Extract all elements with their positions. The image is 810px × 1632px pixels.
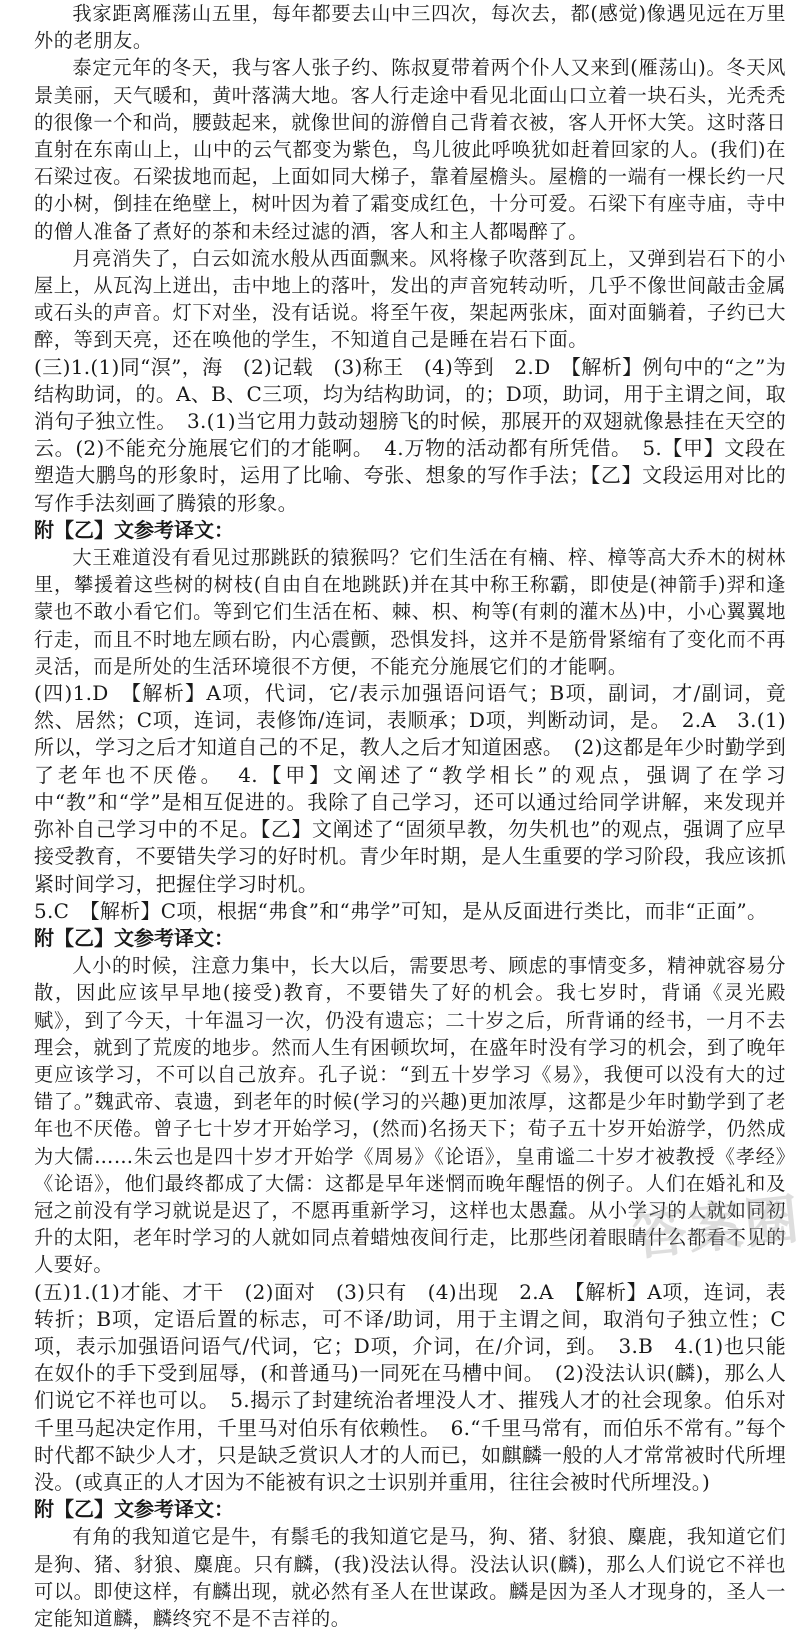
translation-paragraph: 大王难道没有看见过那跳跃的猿猴吗？它们生活在有楠、梓、樟等高大乔木的树林里，攀援着这些树的树枝(自由自在地跳跃)并在其中称王称霸，即使是(神箭手)羿和逢蒙也不敢小看它们。等到它们生活在柘、棘、枳、枸等(有刺的灌木丛)中，小心翼翼地行走，而且不时地左顾右盼，内心震颤，恐惧发抖，这并不是筋骨紧缩有了变化而不再灵活，而是所处的生活环境很不方便，不能充分施展它们的才能啊。: [34, 546, 786, 678]
translation-paragraph: 我家距离雁荡山五里，每年都要去山中三四次，每次去，都(感觉)像遇见远在万里外的老朋友。: [34, 2, 786, 53]
answer-paragraph: (三)1.(1)同“溟”，海 (2)记载 (3)称王 (4)等到 2.D 【解析】例句中的“之”为结构助词，的。A、B、C三项，均为结构助词，的；D项，助词，用于主谓之间，取消句子独立性。 3.(1)当它用力鼓动翅膀飞的时候，那展开的双翅就像悬挂在天空的云。(2)不能充分施展它们的才能啊。 4.万物的活动都有所凭借。 5.【甲】文段在塑造大鹏鸟的形象时，运用了比喻、夸张、想象的写作手法；【乙】文段运用对比的写作手法刻画了腾猿的形象。: [34, 354, 786, 515]
answer-paragraph: 5.C 【解析】C项，根据“弗食”和“弗学”可知，是从反面进行类比，而非“正面”。: [34, 898, 768, 923]
answer-paragraph: (五)1.(1)才能、才干 (2)面对 (3)只有 (4)出现 2.A 【解析】A项，连词，表转折；B项，定语后置的标志，可不译/助词，用于主谓之间，取消句子独立性；C项，表示加强语问语气/代词，它；D项，介词，在/介词，到。 3.B 4.(1)也只能在奴仆的手下受到屈辱，(和普通马)一同死在马槽中间。 (2)没法认识(麟)，那么人们说它不祥也可以。 5.揭示了封建统治者埋没人才、摧残人才的社会现象。伯乐对千里马起决定作用，千里马对伯乐有依赖性。 6.“千里马常有，而伯乐不常有。”每个时代都不缺少人才，只是缺乏赏识人才的人而已，如麒麟一般的人才常常被时代所埋没。(或真正的人才因为不能被有识之士识别并重用，往往会被时代所埋没。): [34, 1279, 786, 1494]
translation-paragraph: 泰定元年的冬天，我与客人张子约、陈叔夏带着两个仆人又来到(雁荡山)。冬天风景美丽，天气暖和，黄叶落满大地。客人行走途中看见北面山口立着一块石头，光秃秃的很像一个和尚，腰鼓起来，就像世间的游僧自己背着衣被，客人开怀大笑。这时落日直射在东南山上，山中的云气都变为紫色，鸟儿彼此呼唤犹如赶着回家的人。(我们)在石梁过夜。石梁拔地而起，上面如同大梯子，靠着屋檐头。屋檐的一端有一棵长约一尺的小树，倒挂在绝壁上，树叶因为着了霜变成红色，十分可爱。石梁下有座寺庙，寺中的僧人准备了煮好的茶和未经过滤的酒，客人和主人都喝醉了。: [34, 56, 786, 243]
translation-paragraph: 人小的时候，注意力集中，长大以后，需要思考、顾虑的事情变多，精神就容易分散，因此应该早早地(接受)教育，不要错失了好的机会。我七岁时，背诵《灵光殿赋》，到了今天，十年温习一次，仍没有遗忘；二十岁之后，所背诵的经书，一月不去理会，就到了荒废的地步。然而人生有困顿坎坷，在盛年时没有学习的机会，到了晚年更应该学习，不可以自己放弃。孔子说：“到五十岁学习《易》，我便可以没有大的过错了。”魏武帝、袁遗，到老年的时候(学习的兴趣)更加浓厚，这都是少年时勤学到了老年也不厌倦。曾子七十岁才开始学习，(然而)名扬天下；荀子五十岁开始游学，仍然成为大儒……朱云也是四十岁才开始学《周易》《论语》，皇甫谧二十岁才被教授《孝经》《论语》，他们最终都成了大儒：这都是早年迷惘而晚年醒悟的例子。人们在婚礼和及冠之前没有学习就说是迟了，不愿再重新学习，这样也太愚蠢。从小学习的人就如同初升的太阳，老年时学习的人就如同点着蜡烛夜间行走，比那些闭着眼睛什么都看不见的人要好。: [34, 954, 786, 1277]
translation-heading: 附【乙】文参考译文：: [34, 925, 234, 950]
translation-heading: 附【乙】文参考译文：: [34, 517, 234, 542]
answer-paragraph: (四)1.D 【解析】A项，代词，它/表示加强语问语气；B项，副词，才/副词，竟然、居然；C项，连词，表修饰/连词，表顺承；D项，判断动词，是。 2.A 3.(1)所以，学习之后才知道自己的不足，教人之后才知道困惑。 (2)这都是年少时勤学到了老年也不厌倦。 4.【甲】文阐述了“教学相长”的观点，强调了在学习中“教”和“学”是相互促进的。我除了自己学习，还可以通过给同学讲解，来发现并弥补自己学习中的不足。【乙】文阐述了“固须早教，勿失机也”的观点，强调了应早接受教育，不要错失学习的好时机。青少年时期，是人生重要的学习阶段，我应该抓紧时间学习，把握住学习时机。: [34, 681, 786, 896]
translation-paragraph: 月亮消失了，白云如流水般从西面飘来。风将椽子吹落到瓦上，又弹到岩石下的小屋上，从瓦沟上迸出，击中地上的落叶，发出的声音宛转动听，几乎不像世间敲击金属或石头的声音。灯下对坐，没有话说。将至午夜，架起两张床，面对面躺着，子约已大醉，等到天亮，还在唤他的学生，不知道自己是睡在岩石下面。: [34, 246, 786, 352]
translation-heading: 附【乙】文参考译文：: [34, 1497, 234, 1522]
answer-page: [34, 0, 786, 1632]
watermark-logo: 答案圈: [629, 1187, 804, 1268]
translation-paragraph: 有角的我知道它是牛，有鬃毛的我知道它是马，狗、猪、豺狼、麋鹿，我知道它们是狗、猪、豺狼、麋鹿。只有麟，(我)没法认得。没法认识(麟)，那么人们说它不祥也可以。即使这样，有麟出现，就必然有圣人在世谋政。麟是因为圣人才现身的，圣人一定能知道麟，麟终究不是不吉祥的。: [34, 1525, 786, 1630]
